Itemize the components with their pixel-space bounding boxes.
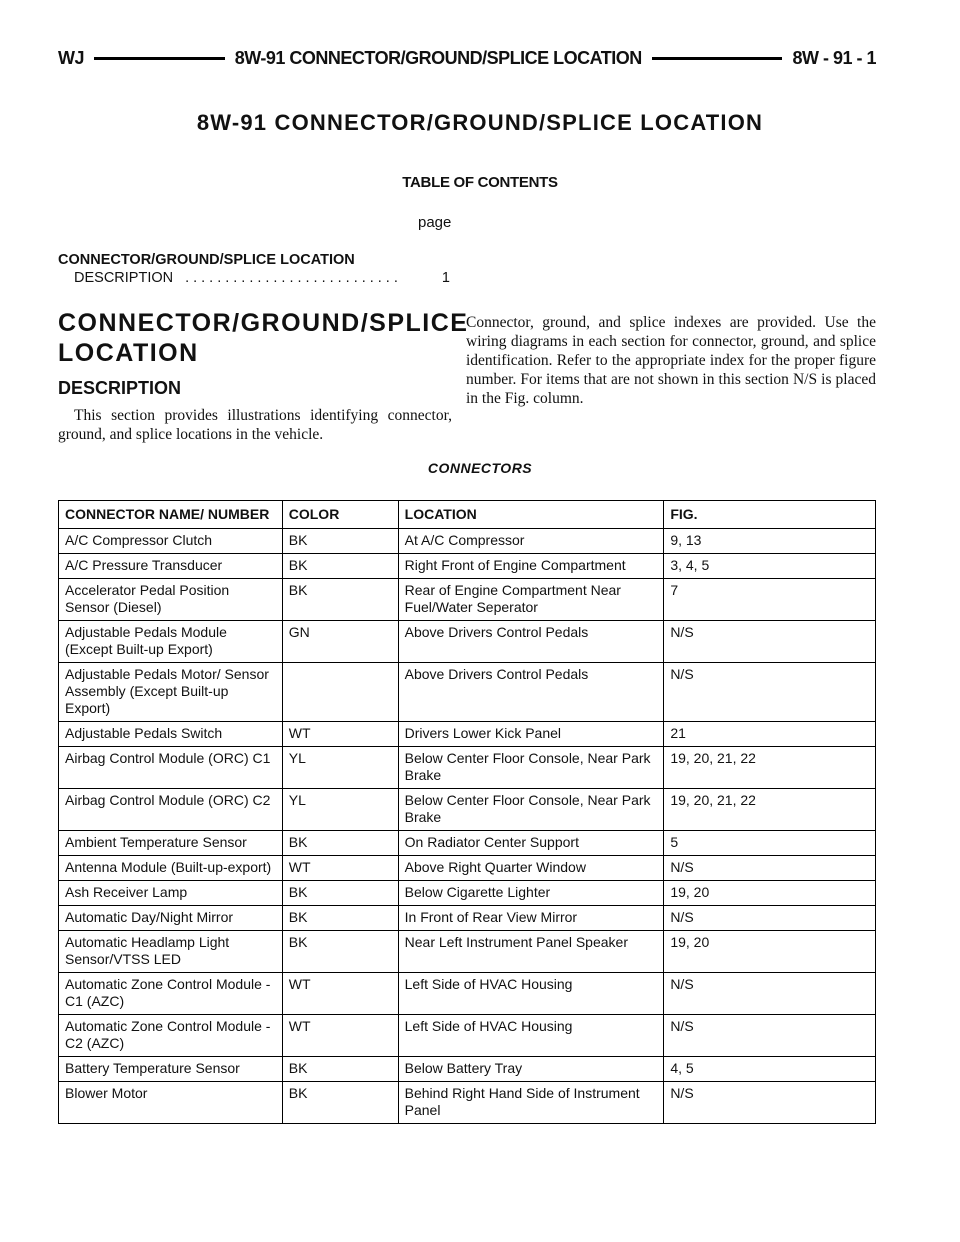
cell-fig: 19, 20 [664,931,876,973]
cell-color: BK [282,881,398,906]
table-row [59,722,876,747]
table-row [59,931,876,973]
cell-fig: 4, 5 [664,1057,876,1082]
cell-location: On Radiator Center Support [398,831,664,856]
header-color: COLOR [282,501,398,529]
table-body [59,529,876,1124]
header-fig: FIG. [664,501,876,529]
header-rule-right [652,57,783,60]
table-row [59,1057,876,1082]
cell-color: WT [282,973,398,1015]
cell-location: Below Center Floor Console, Near Park Brake [398,789,664,831]
toc-entry-dots: ........................... [185,270,402,286]
table-row [59,973,876,1015]
cell-location: Left Side of HVAC Housing [398,973,664,1015]
cell-connector-name: Automatic Zone Control Module - C2 (AZC) [59,1015,283,1057]
cell-color: WT [282,856,398,881]
header-right: 8W - 91 - 1 [792,47,876,68]
cell-fig: 9, 13 [664,529,876,554]
cell-location: Above Right Quarter Window [398,856,664,881]
cell-location: At A/C Compressor [398,529,664,554]
table-row [59,529,876,554]
cell-fig: 19, 20, 21, 22 [664,747,876,789]
table-row [59,1015,876,1057]
cell-location: In Front of Rear View Mirror [398,906,664,931]
toc-entry-page: 1 [441,270,450,286]
header-connector-name: CONNECTOR NAME/ NUMBER [59,501,283,529]
connectors-table [58,500,876,1124]
table-row [59,663,876,722]
cell-connector-name: Adjustable Pedals Motor/ Sensor Assembly (Except Built-up Export) [59,663,283,722]
cell-fig: 7 [664,579,876,621]
cell-color: BK [282,1082,398,1124]
cell-color: BK [282,906,398,931]
table-row [59,831,876,856]
cell-connector-name: Airbag Control Module (ORC) C1 [59,747,283,789]
cell-connector-name: Battery Temperature Sensor [59,1057,283,1082]
table-header-row [59,501,876,529]
table-row [59,856,876,881]
cell-fig: N/S [664,663,876,722]
table-row [59,906,876,931]
cell-fig: 19, 20 [664,881,876,906]
cell-fig: N/S [664,1015,876,1057]
cell-location: Below Battery Tray [398,1057,664,1082]
table-row [59,554,876,579]
cell-connector-name: Ambient Temperature Sensor [59,831,283,856]
cell-location: Drivers Lower Kick Panel [398,722,664,747]
cell-fig: N/S [664,906,876,931]
header-location: LOCATION [398,501,664,529]
cell-fig: N/S [664,621,876,663]
cell-color: YL [282,747,398,789]
cell-fig: 19, 20, 21, 22 [664,789,876,831]
toc-entry-label: DESCRIPTION [74,270,174,286]
cell-color: GN [282,621,398,663]
cell-location: Left Side of HVAC Housing [398,1015,664,1057]
cell-fig: 3, 4, 5 [664,554,876,579]
cell-location: Below Cigarette Lighter [398,881,664,906]
cell-color: YL [282,789,398,831]
description-paragraph-2: Connector, ground, and splice indexes are provided. Use the wiring diagrams in each section for connector, ground, and splice identification. Refer to the appropriate index for the proper figure number. For items that are not shown in this section N/S is placed in the Fig. column. [466,314,876,407]
cell-connector-name: Adjustable Pedals Module (Except Built-up Export) [59,621,283,663]
cell-location: Behind Right Hand Side of Instrument Panel [398,1082,664,1124]
toc-heading: TABLE OF CONTENTS [402,174,558,191]
toc-entry [74,270,450,286]
description-heading: DESCRIPTION [58,378,182,398]
table-row [59,747,876,789]
cell-color: WT [282,1015,398,1057]
section-heading: CONNECTOR/GROUND/SPLICE LOCATION [58,309,469,367]
header-center: 8W-91 CONNECTOR/GROUND/SPLICE LOCATION [234,47,642,68]
table-row [59,1082,876,1124]
description-paragraph-1: This section provides illustrations identifying connector, ground, and splice locations in the vehicle. [58,407,452,443]
table-row [59,881,876,906]
toc-page-label: page [418,214,452,231]
cell-color: BK [282,831,398,856]
cell-connector-name: Automatic Headlamp Light Sensor/VTSS LED [59,931,283,973]
cell-location: Near Left Instrument Panel Speaker [398,931,664,973]
cell-location: Rear of Engine Compartment Near Fuel/Water Seperator [398,579,664,621]
cell-color: BK [282,1057,398,1082]
cell-location: Below Center Floor Console, Near Park Brake [398,747,664,789]
cell-fig: 5 [664,831,876,856]
cell-connector-name: A/C Compressor Clutch [59,529,283,554]
cell-color [282,663,398,722]
cell-color: WT [282,722,398,747]
cell-color: BK [282,931,398,973]
cell-location: Above Drivers Control Pedals [398,663,664,722]
table-row [59,579,876,621]
cell-connector-name: Adjustable Pedals Switch [59,722,283,747]
table-row [59,621,876,663]
cell-connector-name: Ash Receiver Lamp [59,881,283,906]
cell-fig: 21 [664,722,876,747]
cell-connector-name: Antenna Module (Built-up-export) [59,856,283,881]
cell-color: BK [282,579,398,621]
table-row [59,789,876,831]
cell-location: Right Front of Engine Compartment [398,554,664,579]
table-caption: CONNECTORS [427,460,533,476]
header-left: WJ [58,47,84,68]
page-title: 8W-91 CONNECTOR/GROUND/SPLICE LOCATION [196,110,764,135]
cell-color: BK [282,529,398,554]
cell-color: BK [282,554,398,579]
cell-connector-name: Automatic Zone Control Module - C1 (AZC) [59,973,283,1015]
header-rule-left [94,57,225,60]
cell-connector-name: Accelerator Pedal Position Sensor (Diesel) [59,579,283,621]
cell-connector-name: Automatic Day/Night Mirror [59,906,283,931]
cell-fig: N/S [664,856,876,881]
cell-connector-name: Blower Motor [59,1082,283,1124]
cell-connector-name: Airbag Control Module (ORC) C2 [59,789,283,831]
cell-fig: N/S [664,1082,876,1124]
cell-fig: N/S [664,973,876,1015]
toc-section: CONNECTOR/GROUND/SPLICE LOCATION [58,252,355,268]
page-header [58,46,876,70]
cell-connector-name: A/C Pressure Transducer [59,554,283,579]
cell-location: Above Drivers Control Pedals [398,621,664,663]
